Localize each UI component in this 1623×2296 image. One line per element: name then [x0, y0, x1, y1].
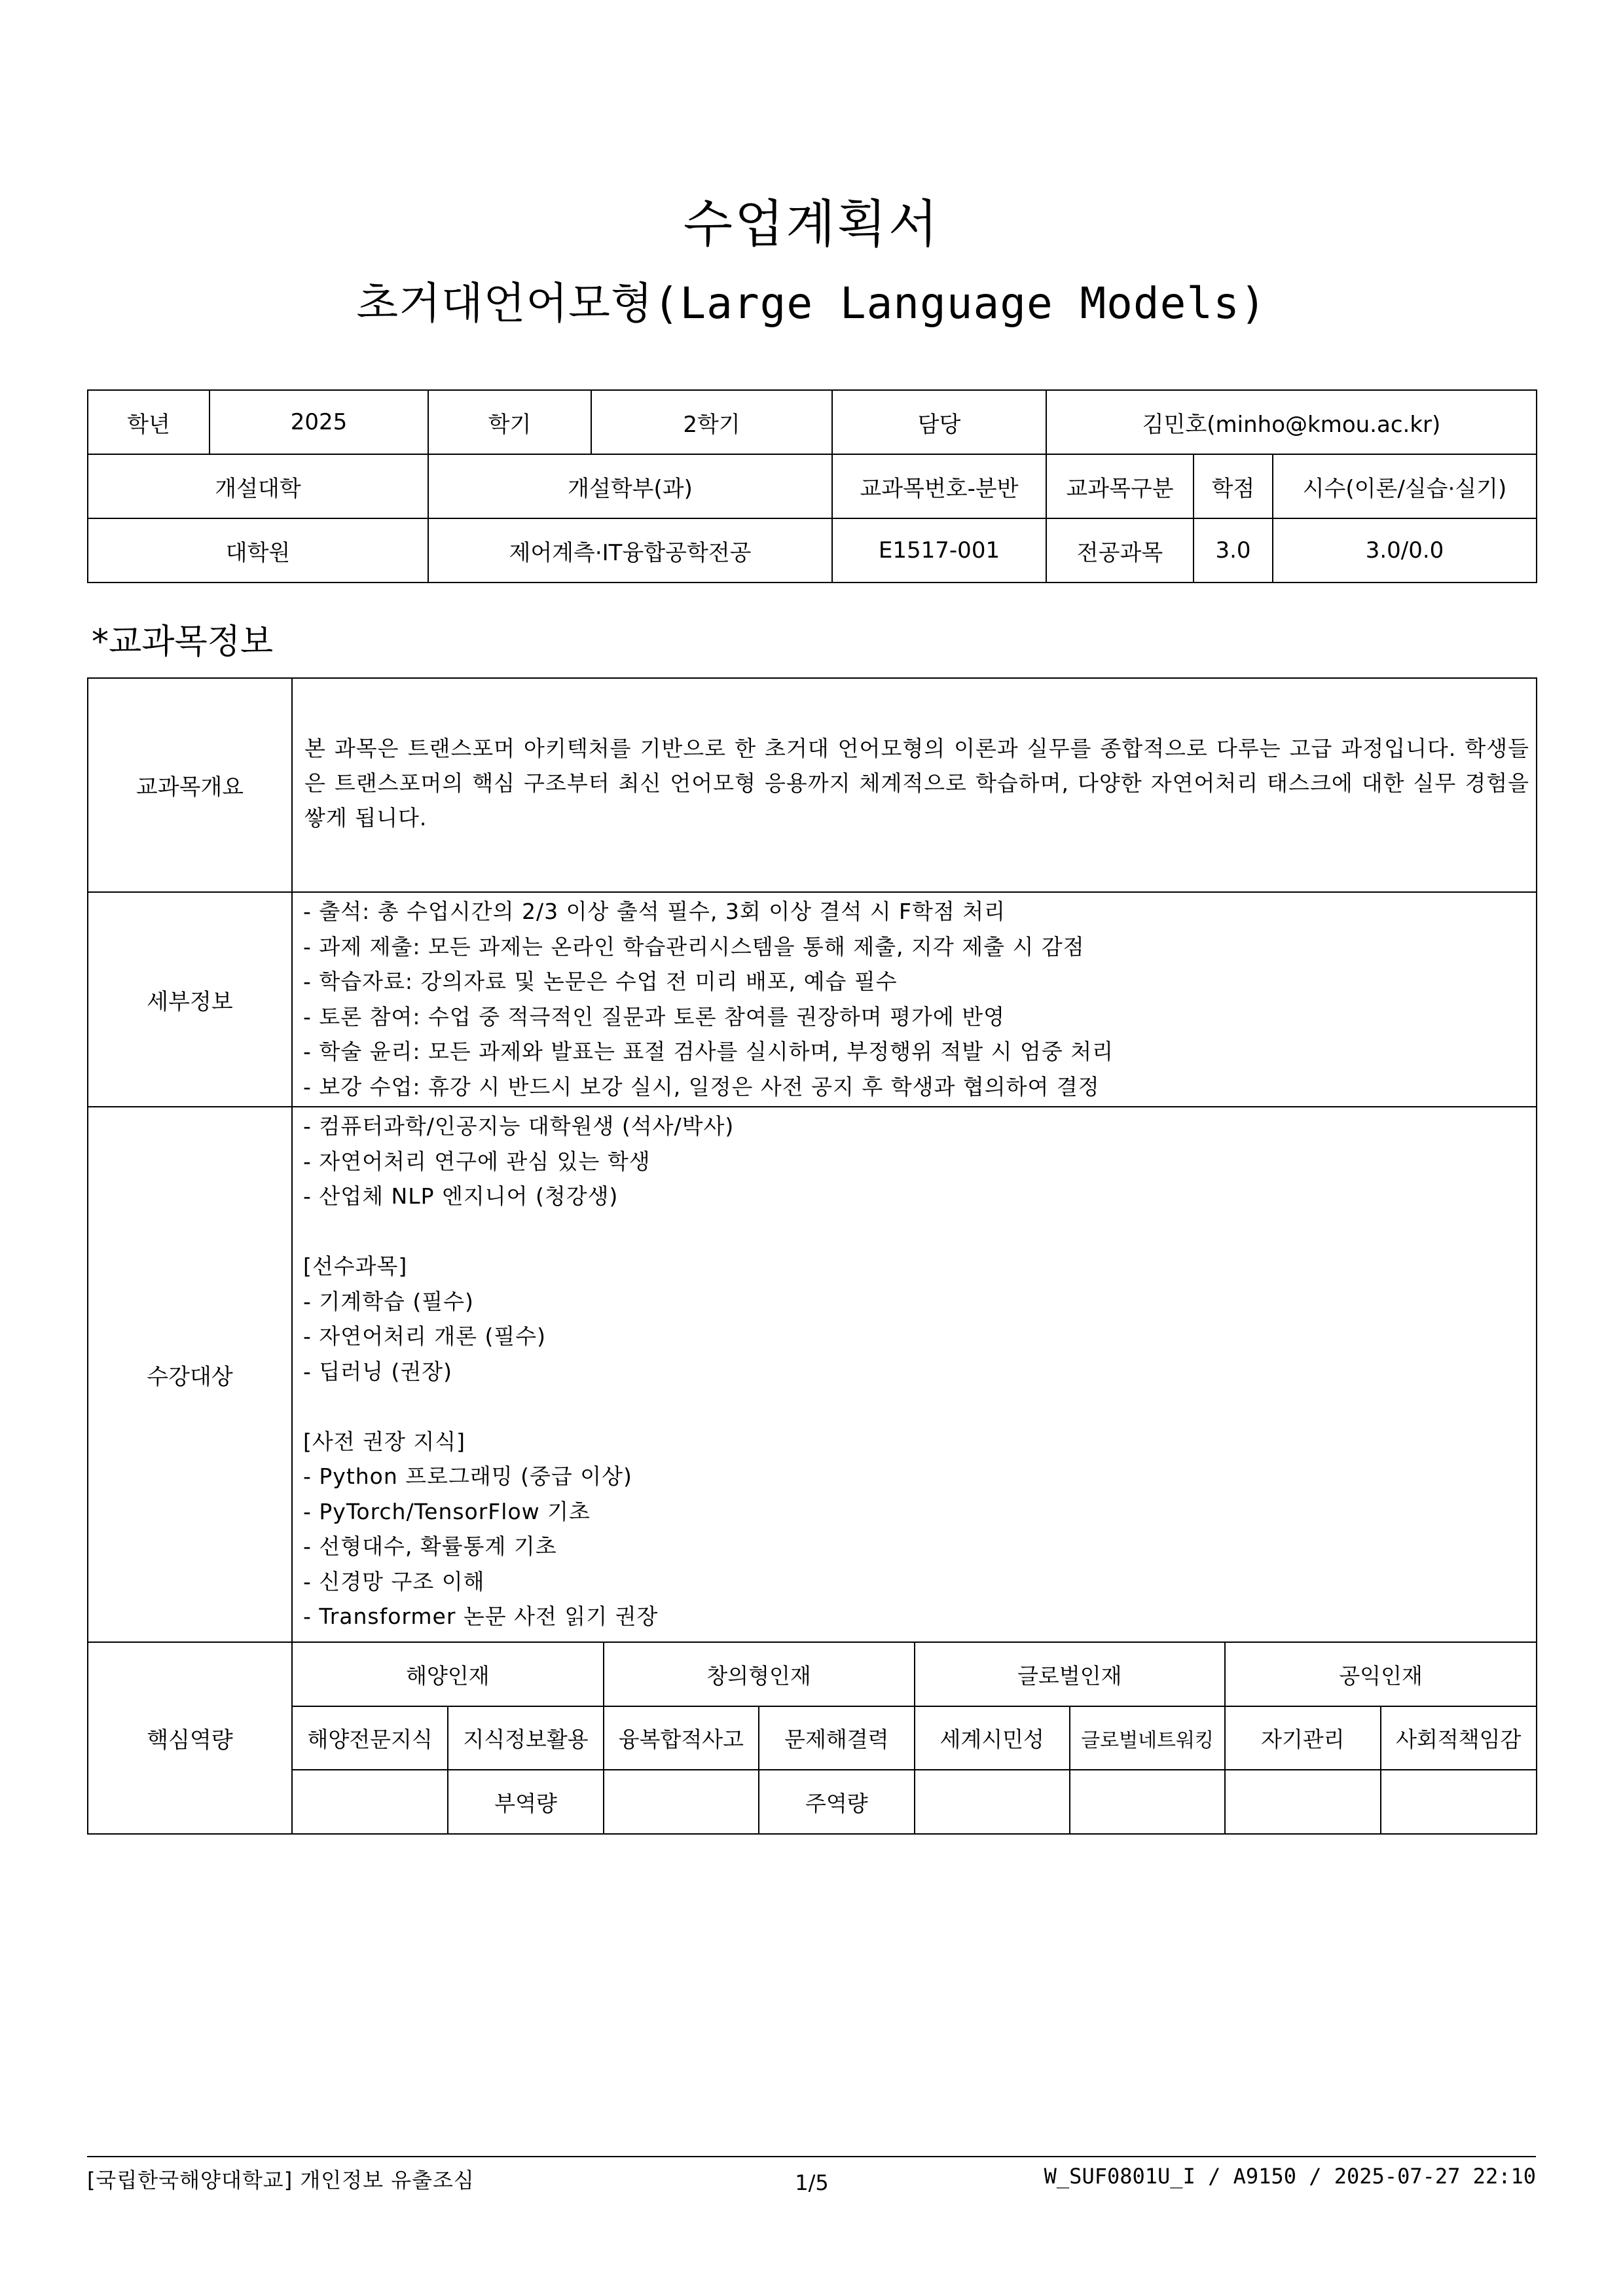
- course-title: 초거대언어모형(Large Language Models): [356, 278, 1267, 329]
- year-value: 2025: [210, 390, 428, 454]
- list-item: - 자연어처리 개론 (필수): [303, 1323, 547, 1349]
- list-item: [선수과목]: [303, 1253, 408, 1279]
- header-department: 개설학부(과): [428, 454, 832, 518]
- competency-group: 창의형인재: [604, 1643, 915, 1706]
- list-item: - 과제 제출: 모든 과제는 온라인 학습관리시스템을 통해 제출, 지각 제출 시 감점: [303, 933, 1085, 960]
- list-item: - Python 프로그래밍 (중급 이상): [303, 1463, 632, 1489]
- footer-divider: [87, 2156, 1536, 2157]
- competency-mark: 부역량: [448, 1770, 603, 1833]
- competency-item: 사회적책임감: [1381, 1706, 1536, 1770]
- footer-document-id: W_SUF0801U_I / A9150 / 2025-07-27 22:10: [1044, 2164, 1536, 2189]
- list-item: - 보강 수업: 휴강 시 반드시 보강 실시, 일정은 사전 공지 후 학생과 협의하여 결정: [303, 1073, 1100, 1100]
- details-list: [293, 893, 1536, 1104]
- competency-group: 글로벌인재: [915, 1643, 1226, 1706]
- value-college: 대학원: [88, 518, 428, 583]
- table-row: [88, 1107, 1537, 1642]
- instructor-label: 담당: [832, 390, 1046, 454]
- table-row: [88, 454, 1537, 518]
- list-item: - 토론 참여: 수업 중 적극적인 질문과 토론 참여를 권장하며 평가에 반영: [303, 1003, 1005, 1030]
- details-label: 세부정보: [88, 892, 292, 1107]
- table-row: [88, 518, 1537, 583]
- details-cell: [292, 892, 1537, 1107]
- competency-item: 해양전문지식: [293, 1706, 448, 1770]
- list-item: - 출석: 총 수업시간의 2/3 이상 출석 필수, 3회 이상 결석 시 F학점 처리: [303, 899, 1006, 924]
- course-summary-table: [87, 389, 1537, 583]
- table-row: [293, 1770, 1536, 1833]
- value-credits: 3.0: [1194, 518, 1273, 583]
- course-info-table: [87, 677, 1537, 1835]
- list-item: - Transformer 논문 사전 읽기 권장: [303, 1604, 659, 1629]
- audience-cell: [292, 1107, 1537, 1642]
- overview-label: 교과목개요: [88, 678, 292, 892]
- competency-mark: [1381, 1770, 1536, 1833]
- header-hours: 시수(이론/실습·실기): [1273, 454, 1537, 518]
- table-row: [293, 1706, 1536, 1770]
- table-row: [88, 892, 1537, 1107]
- competency-mark: 주역량: [759, 1770, 914, 1833]
- table-row: [293, 1643, 1536, 1706]
- page-title: 수업계획서: [683, 195, 940, 254]
- header-college: 개설대학: [88, 454, 428, 518]
- list-item: - 학술 윤리: 모든 과제와 발표는 표절 검사를 실시하며, 부정행위 적발 시 엄중 처리: [303, 1039, 1114, 1064]
- value-course-code: E1517-001: [832, 518, 1046, 583]
- competency-label: 핵심역량: [88, 1642, 292, 1834]
- table-row: [88, 390, 1537, 454]
- list-item: [303, 1214, 1536, 1249]
- section-title: *교과목정보: [92, 622, 274, 662]
- header-credits: 학점: [1194, 454, 1273, 518]
- list-item: - 딥러닝 (권장): [303, 1358, 453, 1384]
- value-course-type: 전공과목: [1046, 518, 1194, 583]
- page-number: 1/5: [795, 2170, 829, 2195]
- competency-mark: [915, 1770, 1070, 1833]
- list-item: [사전 권장 지식]: [303, 1428, 465, 1454]
- competency-mark: [293, 1770, 448, 1833]
- semester-label: 학기: [428, 390, 591, 454]
- competency-table: [293, 1643, 1536, 1833]
- semester-value: 2학기: [591, 390, 832, 454]
- instructor-value: 김민호(minho@kmou.ac.kr): [1046, 390, 1537, 454]
- competency-group: 해양인재: [293, 1643, 604, 1706]
- list-item: - 선형대수, 확률통계 기초: [303, 1534, 557, 1559]
- competency-group: 공익인재: [1225, 1643, 1536, 1706]
- value-department: 제어계측·IT융합공학전공: [428, 518, 832, 583]
- competency-item: 세계시민성: [915, 1706, 1070, 1770]
- competency-mark: [604, 1770, 759, 1833]
- list-item: - PyTorch/TensorFlow 기초: [303, 1498, 591, 1524]
- overview-cell: [292, 678, 1537, 892]
- audience-list: [293, 1107, 1536, 1634]
- list-item: [303, 1389, 1536, 1424]
- header-course-type: 교과목구분: [1046, 454, 1194, 518]
- audience-label: 수강대상: [88, 1107, 292, 1642]
- table-row: [88, 678, 1537, 892]
- list-item: - 산업체 NLP 엔지니어 (청강생): [303, 1183, 619, 1209]
- overview-text: 본 과목은 트랜스포머 아키텍처를 기반으로 한 초거대 언어모형의 이론과 실무를 종합적으로 다루는 고급 과정입니다. 학생들은 트랜스포머의 핵심 구조부터 최신 언어모형 응용까지 체계적으로 학습하며, 다양한 자연어처리 태스크에 대한 실무 경험을 쌓게 됩니다.: [304, 736, 1529, 831]
- table-row: [88, 1642, 1537, 1834]
- competency-item: 융복합적사고: [604, 1706, 759, 1770]
- competency-item: 문제해결력: [759, 1706, 914, 1770]
- competency-mark: [1225, 1770, 1380, 1833]
- list-item: - 자연어처리 연구에 관심 있는 학생: [303, 1148, 651, 1174]
- competency-item: 지식정보활용: [448, 1706, 603, 1770]
- competency-mark: [1070, 1770, 1225, 1833]
- year-label: 학년: [88, 390, 210, 454]
- competency-item: 글로벌네트워킹: [1070, 1706, 1225, 1770]
- list-item: - 신경망 구조 이해: [303, 1568, 485, 1594]
- competency-item: 자기관리: [1225, 1706, 1380, 1770]
- list-item: - 컴퓨터과학/인공지능 대학원생 (석사/박사): [303, 1113, 735, 1139]
- list-item: - 학습자료: 강의자료 및 논문은 수업 전 미리 배포, 예습 필수: [303, 969, 898, 994]
- list-item: - 기계학습 (필수): [303, 1288, 474, 1314]
- header-course-code: 교과목번호-분반: [832, 454, 1046, 518]
- competency-cell: [292, 1642, 1537, 1834]
- value-hours: 3.0/0.0: [1273, 518, 1537, 583]
- footer-notice: [국립한국해양대학교] 개인정보 유출조심: [87, 2168, 475, 2193]
